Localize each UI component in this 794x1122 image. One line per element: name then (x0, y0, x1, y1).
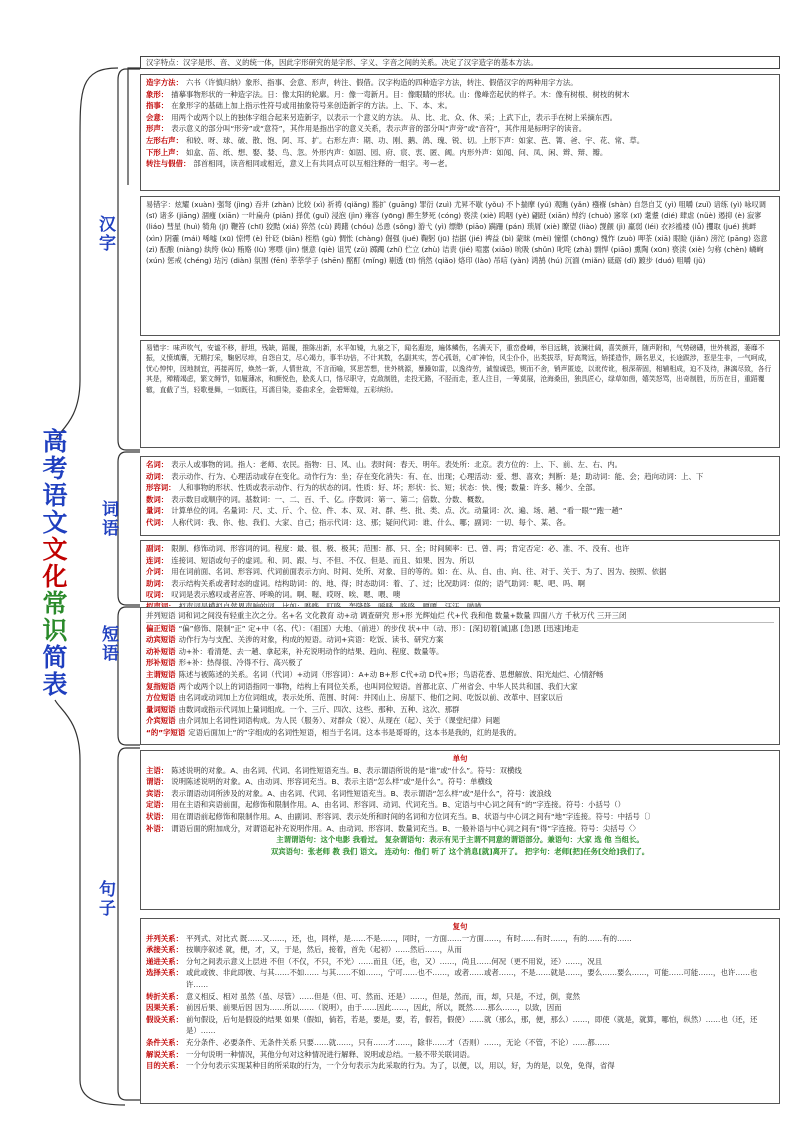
adv-label: 副词： (146, 544, 169, 553)
dongbin-text: 动作行为与支配、关涉的对象，构成的短语。动词+宾语：吃饭、读书、研究方案 (178, 635, 444, 645)
zhuanzhe-text: 意义相反、相对 虽然（虽、尽管）……但是（但、可、然而、还是）……，但是，然而，而，却，只是，不过，倒，竟然 (185, 991, 581, 1001)
xiangxing-text: 描摹事物形状的一种造字法。日：像太阳的轮廓。月：像一弯新月。目：像眼睛的形状。山：像峰峦起伏的样子。木：像有树根、树枝的树木 (171, 89, 630, 99)
xuci-row-conj (146, 555, 774, 567)
zhuwei-text: 陈述与被陈述的关系。名词（代词）+动词（形容词）：A+动 B+形 C代+动 D代+形；鸟语花香、思想解放、阳光灿烂、心情舒畅 (178, 669, 604, 679)
duanyu-row-de (146, 727, 774, 739)
zaozi-row (146, 77, 774, 89)
chengjie-text: 按顺序叙述 就，便，才，又，于是，然后，接着，首先（起初）……然后……，从而 (185, 945, 462, 955)
predicate-text: 说明陈述说明的对象。A、由动词、形容词充当。B、表示主语“怎么样”或“是什么”。符号：单横线 (171, 777, 493, 787)
dan-extra-2: 双宾语句：张老师 教 我们 语文。 连动句：他们 听了 这个消息[就]离开了。 把字句：老师[把]任务[交给]我们了。 (270, 846, 650, 856)
interj-label: 叹词： (146, 590, 169, 600)
section-label-juzi: 句子 (95, 880, 115, 918)
conj-text: 连接词、短语或句子的虚词。和、同、跟、与、不但、不仅、但是、而且、如果、因为、所以 (171, 555, 475, 565)
zhishi-label: 指事： (146, 101, 169, 111)
shici-row-adj (146, 482, 774, 494)
xuci-row-interj (146, 589, 774, 601)
zhishi-text: 在象形字的基础上加上指示性符号或用抽象符号来创造新字的方法。上、下、本、末。 (171, 101, 453, 111)
mudi-label: 目的关系： (146, 1061, 183, 1071)
yinguo-label: 因果关系： (146, 1003, 183, 1013)
dijin-text: 分句之间表示意义上层进 不但（不仅，不只，不光）……而且（还，也，又）……，尚且……何况（更不用说，还）……，况且 (185, 956, 603, 966)
dongbin-label: 动宾短语 (146, 635, 176, 645)
zhuanzhu-row (146, 158, 774, 170)
fangwei-label: 方位短语 (146, 693, 176, 703)
shici-row-pron (146, 517, 774, 529)
section-label-ciyu: 词语 (98, 500, 118, 538)
bingl-label: 并列关系： (146, 933, 183, 943)
xiaxing-row (146, 147, 774, 159)
num-label: 数词： (146, 494, 169, 504)
xingsheng-text: 表示意义的部分叫“形旁”或“意符”，其作用是指出字的意义关系，表示声音的部分叫“声旁”或“音符”，其作用是标明字的读音。 (171, 124, 587, 134)
main-title-part-2: 文化 (39, 536, 68, 590)
fu-row-dijin (146, 956, 774, 968)
jieshuo-text: 一分句说明一种情况，其他分句对这种情况进行解释、说明或总结。一般不带关联词语。 (185, 1049, 475, 1059)
zhuanzhe-label: 转折关系： (146, 991, 183, 1001)
zhuanzhu-label: 转注与假借： (146, 159, 191, 169)
shici-row-noun (146, 459, 774, 471)
hanzi-feature-header: 汉字特点：汉字是形、音、义的统一体，因此字形研究的是字形、字义、字音之间的关系。决定了汉字造字的基本方法。 (140, 56, 780, 69)
main-title (30, 398, 76, 728)
fu-row-bingl (146, 933, 774, 945)
duanyu-box (140, 607, 780, 745)
duanyu-row-liangci (146, 704, 774, 716)
aux-text: 表示结构关系或者时态的虚词。结构助词：的、地、得；时态助词：着、了、过；比况助词：似的；语气助词：呢、吧、吗、啊 (171, 578, 586, 588)
shici-row-num (146, 494, 774, 506)
fu-row-mudi (146, 1060, 774, 1072)
danju-title: 单句 (452, 754, 468, 763)
dan-row-predicate (146, 776, 774, 788)
duanyu-row-dongbin (146, 634, 774, 646)
xingbu-text: 形+补：热得很、冷得不行、高兴极了 (178, 658, 304, 668)
fu-row-jiashe (146, 1014, 774, 1037)
jieshuo-label: 解说关系： (146, 1049, 183, 1059)
duanyu-head: 并列短语 词和词之间没有轻重主次之分。名+名 文化教育 动+动 调查研究 形+形 光辉灿烂 代+代 我和他 数量+数量 四面八方 千秋万代 三开三闭 (146, 610, 774, 623)
dongbu-label: 动补短语 (146, 646, 176, 656)
xingsheng-row (146, 123, 774, 135)
fuzhi-text: 两个或两个以上的词语指同一事物，结构上有同位关系，也叫同位短语。首都北京、广州省会、中华人民共和国、我们大家 (178, 681, 578, 691)
section-label-duanyu: 短语 (98, 625, 118, 663)
jiashe-label: 假设关系： (146, 1014, 183, 1024)
pron-text: 人称代词：我、你、他、我们、大家、自己；指示代词：这、那；疑问代词：谁、什么、哪；副词：一切、每个、某、各。 (171, 517, 571, 527)
num-text: 表示数目或顺序的词。基数词：一、二、百、千、亿。序数词：第一、第二；倍数、分数、概数。 (171, 494, 489, 504)
subject-text: 陈述说明的对象。A、由名词、代词、名词性短语充当。B、表示谓语所说的是“谁”或“什么”。符号：双横线 (171, 765, 522, 775)
yiduzi-text: 易错字：炫耀 (xuàn) 强弩 (jìng) 吞并 (zhàn) 比较 (xì) 祈祷 (qiǎng) 豁扩 (guāng) 罪衍 (zuì) 尤昇不歇 (yǒu) 不卜揣摩 (yú) 观瞧 (yǎn) 襁褓 (shàn) 自怨自艾 (yì) 咀嚼 (zuǐ) 谙练 (yì) 咏叹调 (sī) 诸多 (jiāng) 涸瘦 (xiān) 一叶扁舟 (piān) 择优 (guǐ) 浸泡 (jìn) 雍容 (yōng) 醉生梦死 (cóng) 亵渎 (xiè) 呜咽 (yè) 翩跹 (xiān) 绰约 (chuò) 窸窣 (xī) 耄耋 (dié) 肆虐 (nüè) 遏抑 (è) 寂寥 (liáo) 彗星 (huì) 犄角 (jī) 鞭笞 (chī) 狡黠 (xiá) 猝然 (cù) 踌躇 (chóu) 怂恿 (sǒng) 游弋 (yì) 缥缈 (piāo) 蹒跚 (pán) 琐屑 (xiè) 瞭望 (liào) 觊觎 (jì) 羸弱 (léi) 衣衫褴褛 (lǚ) 攫取 (jué) 挑衅 (xìn) 阴霾 (mái) 唏嘘 (xū) 惊愕 (è) 针砭 (biān) 桎梏 (gù) 惆怅 (chàng) 倔强 (jué) 鞠躬 (jū) 拮据 (jié) 裨益 (bì) 蒙昧 (mèi) 憧憬 (chōng) 愧怍 (zuò) 呷茶 (xiā) 眼睑 (jiǎn) 滂沱 (pāng) 恣意 (zì) 酝酿 (niàng) 纨绔 (kù) 贿赂 (lù) 寒噤 (jìn) 惬意 (qiè) 诅咒 (zǔ) 踯躅 (zhí) 伫立 (zhù) 诘责 (jié) 喧嚣 (xiāo) 吮吸 (shǔn) 叱咤 (zhà) 剽悍 (piāo) 熏陶 (xūn) 亵渎 (xiè) 匀称 (chèn) 嶙峋 (xún) 惩戒 (chéng) 玷污 (diàn) 氛围 (fēn) 莘莘学子 (shēn) 酩酊 (mǐng) 剔透 (tī) 悄然 (qiǎo) 烙印 (lào) 吊唁 (yàn) 鸿鹄 (hú) 沉湎 (miǎn) 砥砺 (dǐ) 踱步 (duó) 咀嚼 (jǔ) (146, 200, 768, 266)
fu-row-xuanze (146, 967, 774, 990)
jiebin-label: 介宾短语 (146, 716, 176, 726)
adj-label: 形容词： (146, 483, 176, 493)
duanyu-row-fangwei (146, 692, 774, 704)
prep-text: 用在词前面、名词、形容词、代词前面表示方向、时间、处所、对象、目的等的。如：在、从、自、由、向、往、对于、关于、为了、因为、按照、依据 (171, 567, 667, 577)
adj-text: 人和事物的形状、性质或表示动作、行为的状态的词。性质：好、坏；形状：长、短；状态：快、慢；数量：许多、稀少、全部。 (178, 483, 600, 493)
adv-text: 限制、修饰动词、形容词的词。程度：最、很、极、极其；范围：都、只、全；时间频率：已、曾、再；肯定否定：必、准、不、没有、也许 (171, 544, 630, 553)
fu-row-jieshuo (146, 1049, 774, 1061)
zaozi-label: 造字方法： (146, 78, 183, 87)
dijin-label: 递进关系： (146, 956, 183, 966)
de-text: 定语后面加上“的”字组成的名词性短语，相当于名词。这本书是哥哥的，这本书是我的，红的是我的。 (188, 727, 522, 737)
zhuwei-label: 主谓短语 (146, 669, 176, 679)
measure-label: 量词： (146, 506, 169, 516)
main-title-part-3: 常识 (39, 590, 68, 644)
pianzheng-label: 偏正短语 (146, 623, 176, 633)
dan-row-subject (146, 765, 774, 777)
duanyu-row-pianzheng (146, 623, 774, 635)
section-label-hanzi: 汉字 (95, 215, 115, 253)
duanyu-row-jiebin (146, 715, 774, 727)
noun-text: 表示人或事物的词。指人：老师、农民。指物：日、风、山。表时间：春天、明年。表处所：北京。表方位的：上、下、前、左、右、内。 (171, 460, 623, 469)
huiyi-row (146, 112, 774, 124)
subject-label: 主语： (146, 765, 169, 775)
duanyu-row-dongbu (146, 646, 774, 658)
xuanze-label: 选择关系： (146, 968, 183, 978)
tiaojian-label: 条件关系： (146, 1037, 183, 1047)
danju-box (140, 750, 780, 910)
main-title-part-4: 简表 (39, 644, 68, 698)
xiaxing-label: 下形上声： (146, 147, 183, 157)
complement-text: 谓语后面的附加成分，对谓语起补充说明作用。A、由动词、形容词、数量词充当。B、一般补语与中心词之间有“得”字连接。符号：尖括号〈〉 (171, 823, 640, 833)
zhishi-row (146, 100, 774, 112)
fuju-title: 复句 (452, 922, 468, 931)
xuci-row-prep (146, 566, 774, 578)
zuoxing-text: 和较、呀、球、破、散、饱、阿、耳、扩。右形左声：期、功、刚、鹅、鸽、瑰、锐、切。上形下声：如家、芭、箐、爸、宇、花、常、草。 (185, 135, 645, 145)
verb-text: 表示动作、行为、心理活动或存在变化。动作行为：坐；存在变化消失：有、在、出现；心理活动：爱、想、喜欢；判断：是；助动词：能、会；趋向动词：上、下 (171, 471, 704, 481)
predicate-label: 谓语： (146, 777, 169, 787)
xuci-row-adv (146, 543, 774, 555)
pron-label: 代词： (146, 517, 169, 527)
measure-text: 计算单位的词。名量词：尺、丈、斤、个、位、件、本、双、对、群、些、批、类、点、次。动量词：次、遍、场、趟、“看一眼”“跑一趟” (171, 506, 623, 516)
huiyi-label: 会意： (146, 112, 169, 122)
xuci-box (140, 540, 780, 602)
zhuanzhu-text: 部首相同，读音相同或相近，意义上有共同点可以互相注释的一组字。考—老。 (193, 159, 453, 169)
duanyu-row-xingbu (146, 657, 774, 669)
attributive-text: 用在主语和宾语前面，起修饰和限制作用。A、由名词、形容词、动词、代词充当。B、定语与中心词之间有“的”字连接。符号：小括号（） (171, 800, 626, 810)
mudi-text: 一个分句表示实现某种目的所采取的行为，一个分句表示为此采取的行为。为了，以便，以，用以，好，为的是，以免，免得，省得 (185, 1061, 615, 1071)
xingbu-label: 形补短语 (146, 658, 176, 668)
shici-box (140, 456, 780, 536)
conj-label: 连词： (146, 555, 169, 565)
complement-label: 补语： (146, 823, 169, 833)
zuoxing-label: 左形右声： (146, 135, 183, 145)
adverbial-label: 状语： (146, 811, 169, 821)
shici-row-measure (146, 505, 774, 517)
dan-row-attributive (146, 799, 774, 811)
duanyu-row-zhuwei (146, 669, 774, 681)
duanyu-row-fuzhi (146, 681, 774, 693)
xingjinzi-box (140, 340, 780, 448)
main-title-part-1: 高考语文 (39, 428, 68, 536)
fangwei-text: 由名词或动词加上方位词组成，表示处所、范围、时间：井冈山上、房屋下、他们之间、吃饭以前、改革中、回家以后 (178, 693, 563, 703)
dan-row-adverbial (146, 811, 774, 823)
object-label: 宾语： (146, 788, 169, 798)
xiaxing-text: 如盒、苗、纸、想、娶、婪、鸟、忽。外形内声：如固、园、府、宸、衷、匿、阈。内形外声：如闻、问、凤、闲、辫、辩、瓣。 (185, 147, 608, 157)
noun-label: 名词： (146, 460, 169, 469)
huiyi-text: 用两个或两个以上的独体字组合起来另造新字，以表示一个意义的方法。 从、比、北、众、休、采；上武下止，表示手在树上采摘东西。 (171, 112, 617, 122)
zuoxing-row (146, 135, 774, 147)
xingsheng-label: 形声： (146, 124, 169, 134)
dan-row-complement (146, 823, 774, 835)
xiangxing-label: 象形： (146, 89, 169, 99)
fu-row-yinguo (146, 1002, 774, 1014)
jiashe-text: 前句假设，后句是假设的结果 如果（假如，倘若，若是，要是，要，若，假若，假使）……就（那么，那，便，那么）……，即使（就是，就算，哪怕，纵然）……也（还，还是）…… (185, 1014, 758, 1036)
dan-extra-1: 主谓谓语句：这个电影 我看过。 复杂谓语句：表示有见于主谓不同意的谓语部分。兼语句：大家 选 他 当组长。 (276, 835, 644, 845)
bingl-text: 平列式、对比式 既……又……，还，也，同样，是……不是……，同时，一方面……一方面……，有时……有时……，有的……有的…… (185, 933, 632, 943)
fu-row-tiaojian (146, 1037, 774, 1049)
jiebin-text: 由介词加上名词性词语构成。为人民（服务）、对群众（说）、从现在（起）、关于（课堂纪律）问题 (178, 716, 501, 726)
prep-label: 介词： (146, 567, 169, 577)
fu-row-chengjie (146, 944, 774, 956)
tiaojian-text: 充分条件、必要条件、无条件关系 只要……就……，只有……才……，除非……才（否则）……，无论（不管，不论）……都…… (185, 1037, 610, 1047)
dan-row-object (146, 788, 774, 800)
attributive-label: 定语： (146, 800, 169, 810)
chengjie-label: 承接关系： (146, 945, 183, 955)
fuju-box (140, 918, 780, 1104)
xuanze-text: 或此或彼、非此即彼、与其……不如…… 与其……不如……，宁可……也不……，或者……或者……，不是……就是……，要么……要么……，可能……可能……，也许……也许…… (185, 968, 758, 989)
xiangxing-row (146, 89, 774, 101)
dongbu-text: 动+补：看清楚、去一趟、拿起来，补充说明动作的结果、趋向、程度、数量等。 (178, 646, 444, 656)
object-text: 表示谓语动词所涉及的对象。A、由名词、代词、名词性短语充当。B、表示谓语“怎么样”或“是什么”，符号：波浪线 (171, 788, 552, 798)
shici-row-verb (146, 471, 774, 483)
zaozi-box (140, 74, 780, 191)
liangci-label: 量词短语 (146, 704, 176, 714)
yiduzi-box (140, 196, 780, 336)
interj-text: 叹词是表示感叹或者应答、呼唤的词。啊、喔、哎呀、唉、嗯、喂、噢 (171, 590, 401, 600)
xuci-row-aux (146, 578, 774, 590)
yinguo-text: 前因后果、前果后因 因为……所以……（说明），由于……因此……，因此，所以，既然……那么……，以致，因而 (185, 1003, 562, 1013)
de-label: “的”字短语 (146, 727, 186, 737)
adverbial-text: 用在谓语前起修饰和限制作用。A、由副词、形容词、表示处所和时间的名词和方位词充当。B、状语与中心词之间有“地”字连接。符号：中括号〔〕 (171, 811, 655, 821)
fuzhi-label: 复指短语 (146, 681, 176, 691)
aux-label: 助词： (146, 578, 169, 588)
verb-label: 动词： (146, 471, 169, 481)
fu-row-zhuanzhe (146, 991, 774, 1003)
zaozi-text: 六书（许慎归纳）象形、指事、会意、形声，转注、假借。汉字构造的四种造字方法，转注、假借汉字的两种用字方法。 (185, 78, 578, 87)
xingjinzi-text: 易错字：味声吹气，安谧不移，舒坦，残缺，蹈履，推陈出新，水平如镜，九泉之下，闻名遐迩，遍体鳞伤，名满天下，重峦叠嶂，举目远眺，波澜壮阔，喜笑颜开，随声附和，气势磅礴，世外桃源，萎靡不振，义愤填膺，无精打采，鞠躬尽瘁，自怨自艾，尽心竭力，事半功倍，不计其数，名副其实，苦心孤诣，心旷神怡，风尘仆仆，出类拔萃，好高骛远，矫揉造作，顾名思义，长途跋涉，惹是生非，一气呵成，忧心忡忡，因地制宜，再接再厉，焕然一新，人情世故，不言而喻，冥思苦想，世外桃源，暴躁如雷，以逸待劳，诚惶诚恐，锲而不舍，销声匿迹，以讹传讹，根深蒂固，相辅相成，迫不及待，淋漓尽致，各行其是，殚精竭虑，繁文缛节，如履薄冰，和颜悦色，脍炙人口，恪尽职守，克敌制胜，走投无路，不胫而走，惹人注目，一筹莫展，沧海桑田，独具匠心，绿草如茵，嬉笑怒骂，出奇制胜，历历在目，重蹈覆辙，直截了当，轻歌曼舞，一如既往，耳濡目染，委曲求全，金碧辉煌，五彩缤纷。 (146, 344, 772, 394)
pianzheng-text: “偏”修饰、限制“正” 定+中（名、代）：（祖国）大地、（前进）的步伐 状+中（动、形）：[深]切着[诚]惠 [急]恩 [迅速]地走 (178, 623, 579, 633)
liangci-text: 由数词或指示代词加上量词组成。一个、三斤、四次、这些、那种、五种、这次、那群 (178, 704, 460, 714)
